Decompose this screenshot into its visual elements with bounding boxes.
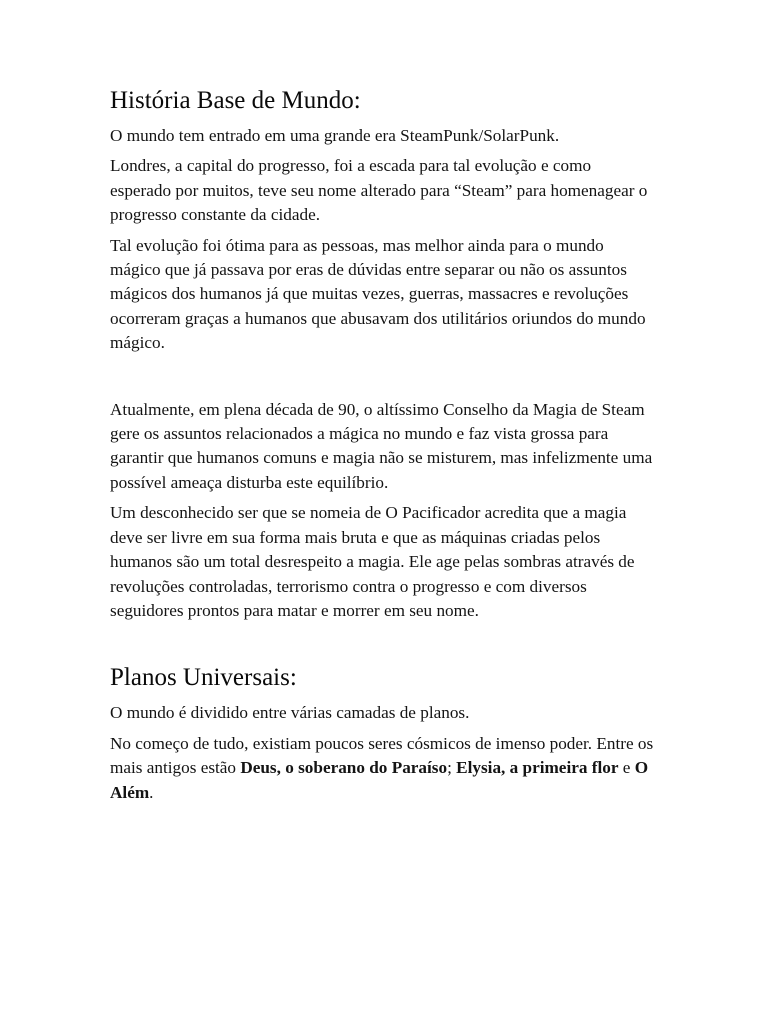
paragraph-atualmente: Atualmente, em plena década de 90, o altíssimo Conselho da Magia de Steam gere os assuntos relacionados a mágica no mundo e faz vista grossa para garantir que humanos comuns e magia não se misturem, mas infelizmente uma possível ameaça disturba este equilíbrio. bbox=[110, 399, 653, 492]
section-title-planos: Planos Universais: bbox=[110, 664, 297, 692]
paragraph-camadas: O mundo é dividido entre várias camadas de planos. bbox=[110, 703, 470, 723]
sentence-end: . bbox=[149, 782, 154, 802]
deus-name: Deus, o soberano do Paraíso bbox=[240, 758, 448, 778]
separator-semicolon: ; bbox=[447, 758, 457, 778]
document-page bbox=[110, 86, 655, 815]
alem-name: O Além bbox=[110, 758, 649, 802]
seres-intro-text: No começo de tudo, existiam poucos seres cósmicos de imenso poder. Entre os mais antigos estão bbox=[110, 733, 654, 778]
elysia-name: Elysia, a primeira flor bbox=[456, 758, 619, 778]
paragraph-pacificador: Um desconhecido ser que se nomeia de O Pacificador acredita que a magia deve ser livre em sua forma mais bruta e que as máquinas criadas pelos humanos são um total desrespeito a magia. Ele age pelas sombras através de revoluções controladas, terrorismo contra o progresso e com diversos seguidores prontos para matar e morrer em seu nome. bbox=[110, 503, 635, 620]
paragraph-seres-cosmicos bbox=[110, 732, 655, 805]
separator-and: e bbox=[618, 758, 635, 778]
paragraph-era: O mundo tem entrado em uma grande era SteamPunk/SolarPunk. bbox=[110, 126, 560, 145]
paragraph-evolucao: Tal evolução foi ótima para as pessoas, mas melhor ainda para o mundo mágico que já passava por eras de dúvidas entre separar ou não os assuntos mágicos dos humanos já que muitas vezes, guerras, massacres e revoluções ocorreram graças a humanos que abusavam dos utilitários oriundos do mundo mágico. bbox=[110, 235, 646, 353]
section-title-historia: História Base de Mundo: bbox=[110, 87, 361, 114]
paragraph-londres: Londres, a capital do progresso, foi a escada para tal evolução e como esperado por muitos, teve seu nome alterado para “Steam” para homenagear o progresso constante da cidade. bbox=[110, 156, 648, 225]
